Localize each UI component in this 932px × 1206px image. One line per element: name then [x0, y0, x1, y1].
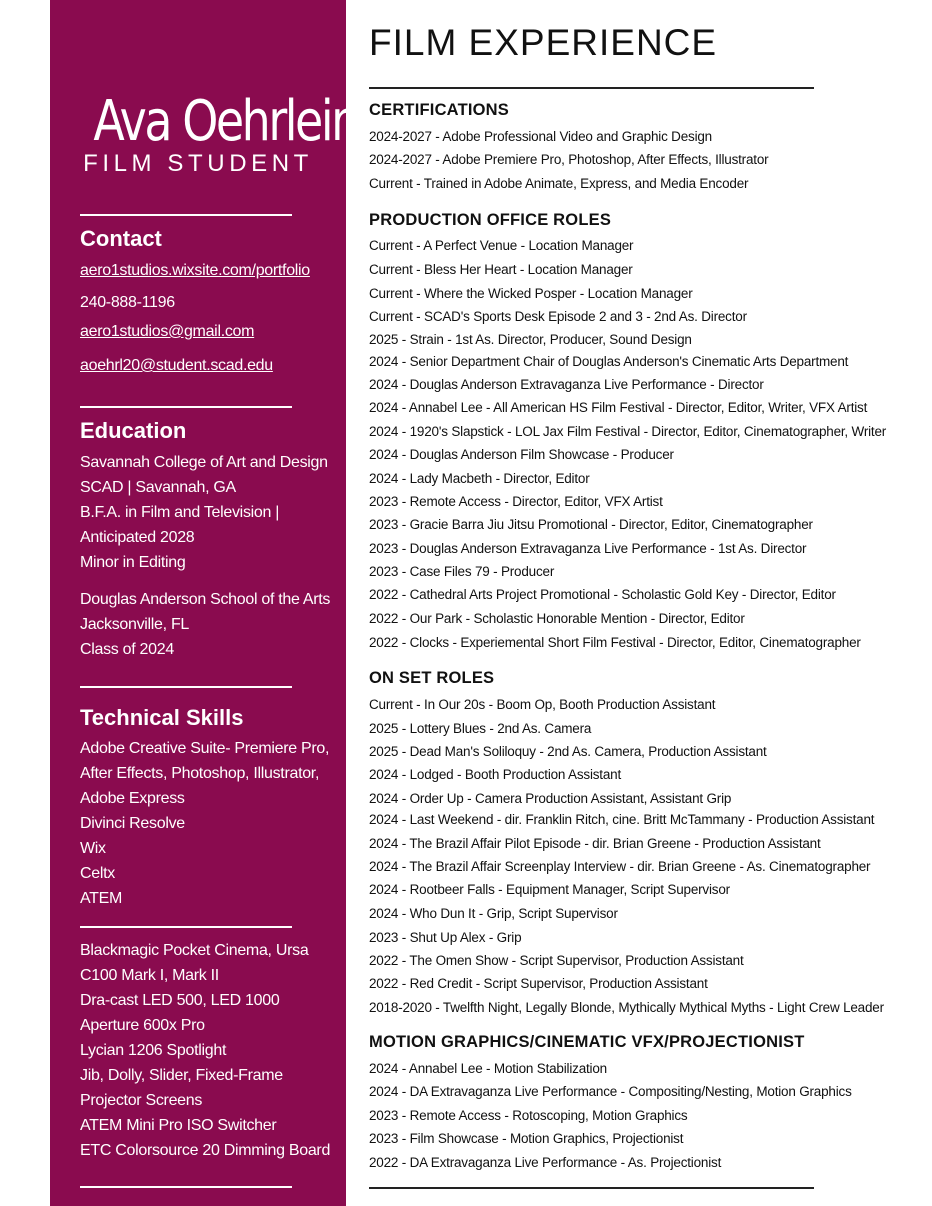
section-heading-on-set: ON SET ROLES [369, 669, 495, 687]
list-item: 2025 - Strain - 1st As. Director, Producer, Sound Design [369, 332, 692, 347]
education-heading: Education [80, 418, 187, 443]
email-link-student[interactable]: aoehrl20@student.scad.edu [80, 357, 273, 374]
list-item: Current - A Perfect Venue - Location Manager [369, 238, 634, 253]
list-item: 2024 - The Brazil Affair Screenplay Interview - dir. Brian Greene - As. Cinematographer [369, 859, 871, 874]
list-item: 2024 - The Brazil Affair Pilot Episode - dir. Brian Greene - Production Assistant [369, 836, 821, 851]
list-item: 2023 - Case Files 79 - Producer [369, 564, 555, 579]
contact-heading: Contact [80, 226, 162, 251]
education-line: Douglas Anderson School of the Arts [80, 591, 331, 608]
equipment-line: Jib, Dolly, Slider, Fixed-Frame [80, 1067, 283, 1084]
section-heading-motion-graphics: MOTION GRAPHICS/CINEMATIC VFX/PROJECTIONIST [369, 1033, 805, 1051]
equipment-line: Blackmagic Pocket Cinema, Ursa [80, 942, 309, 959]
equipment-line: Aperture 600x Pro [80, 1017, 205, 1034]
list-item: 2024 - Senior Department Chair of Douglas Anderson's Cinematic Arts Department [369, 354, 849, 369]
education-line: Minor in Editing [80, 554, 186, 571]
equipment-line: ETC Colorsource 20 Dimming Board [80, 1142, 331, 1159]
equipment-line: Lycian 1206 Spotlight [80, 1042, 227, 1059]
list-item: 2024 - Last Weekend - dir. Franklin Ritch, cine. Britt McTammany - Production Assistant [369, 812, 875, 827]
list-item: Current - Trained in Adobe Animate, Express, and Media Encoder [369, 176, 749, 191]
equipment-line: C100 Mark I, Mark II [80, 967, 219, 984]
list-item: Current - SCAD's Sports Desk Episode 2 and 3 - 2nd As. Director [369, 309, 747, 324]
list-item: 2022 - DA Extravaganza Live Performance - As. Projectionist [369, 1155, 722, 1170]
education-line: Savannah College of Art and Design [80, 454, 328, 471]
list-item: 2022 - Clocks - Experiemental Short Film Festival - Director, Editor, Cinematographer [369, 635, 861, 650]
list-item: 2022 - The Omen Show - Script Supervisor, Production Assistant [369, 953, 744, 968]
section-heading-production-office: PRODUCTION OFFICE ROLES [369, 211, 612, 229]
skill-line: Adobe Creative Suite- Premiere Pro, [80, 740, 330, 757]
list-item: 2023 - Gracie Barra Jiu Jitsu Promotional - Director, Editor, Cinematographer [369, 517, 813, 532]
section-heading-certifications: CERTIFICATIONS [369, 101, 509, 119]
divider [80, 926, 292, 928]
education-line: SCAD | Savannah, GA [80, 479, 236, 496]
skill-line: Adobe Express [80, 790, 185, 807]
divider [80, 214, 292, 216]
skill-line: Celtx [80, 865, 115, 882]
phone-number: 240-888-1196 [80, 294, 175, 311]
list-item: Current - In Our 20s - Boom Op, Booth Production Assistant [369, 697, 716, 712]
list-item: 2024 - Annabel Lee - Motion Stabilization [369, 1061, 607, 1076]
list-item: 2024 - 1920's Slapstick - LOL Jax Film Festival - Director, Editor, Cinematographer, Writer [369, 424, 887, 439]
list-item: Current - Where the Wicked Posper - Location Manager [369, 286, 693, 301]
list-item: 2024 - Rootbeer Falls - Equipment Manager, Script Supervisor [369, 882, 730, 897]
list-item: 2025 - Lottery Blues - 2nd As. Camera [369, 721, 592, 736]
list-item: 2023 - Film Showcase - Motion Graphics, Projectionist [369, 1131, 684, 1146]
email-link-primary[interactable]: aero1studios@gmail.com [80, 323, 255, 340]
equipment-line: ATEM Mini Pro ISO Switcher [80, 1117, 277, 1134]
list-item: 2024-2027 - Adobe Premiere Pro, Photoshop, After Effects, Illustrator [369, 152, 769, 167]
list-item: 2025 - Dead Man's Soliloquy - 2nd As. Camera, Production Assistant [369, 744, 767, 759]
portfolio-link[interactable]: aero1studios.wixsite.com/portfolio [80, 262, 310, 279]
role-subtitle: FILM STUDENT [83, 150, 313, 177]
title-divider [369, 87, 814, 89]
skill-line: Wix [80, 840, 106, 857]
skill-line: After Effects, Photoshop, Illustrator, [80, 765, 320, 782]
list-item: 2023 - Remote Access - Rotoscoping, Motion Graphics [369, 1108, 688, 1123]
list-item: 2024 - Who Dun It - Grip, Script Supervisor [369, 906, 618, 921]
equipment-line: Projector Screens [80, 1092, 203, 1109]
list-item: 2024-2027 - Adobe Professional Video and Graphic Design [369, 129, 712, 144]
page-title: FILM EXPERIENCE [369, 22, 718, 63]
list-item: 2023 - Shut Up Alex - Grip [369, 930, 522, 945]
list-item: 2022 - Cathedral Arts Project Promotional - Scholastic Gold Key - Director, Editor [369, 587, 836, 602]
list-item: 2024 - Douglas Anderson Film Showcase - Producer [369, 447, 674, 462]
list-item: Current - Bless Her Heart - Location Manager [369, 262, 633, 277]
list-item: 2022 - Red Credit - Script Supervisor, Production Assistant [369, 976, 708, 991]
list-item: 2018-2020 - Twelfth Night, Legally Blonde, Mythically Mythical Myths - Light Crew Leader [369, 1000, 884, 1015]
name-heading: Ava Oehrlein [93, 89, 358, 154]
education-line: B.F.A. in Film and Television | [80, 504, 280, 521]
education-line: Class of 2024 [80, 641, 174, 658]
education-line: Anticipated 2028 [80, 529, 195, 546]
divider [80, 406, 292, 408]
list-item: 2024 - Annabel Lee - All American HS Film Festival - Director, Editor, Writer, VFX Artist [369, 400, 868, 415]
education-line: Jacksonville, FL [80, 616, 190, 633]
list-item: 2022 - Our Park - Scholastic Honorable Mention - Director, Editor [369, 611, 745, 626]
list-item: 2024 - Douglas Anderson Extravaganza Live Performance - Director [369, 377, 764, 392]
skill-line: Divinci Resolve [80, 815, 185, 832]
list-item: 2023 - Douglas Anderson Extravaganza Live Performance - 1st As. Director [369, 541, 807, 556]
skills-heading: Technical Skills [80, 705, 244, 730]
sidebar [50, 0, 358, 1206]
divider [80, 1186, 292, 1188]
list-item: 2023 - Remote Access - Director, Editor, VFX Artist [369, 494, 663, 509]
skill-line: ATEM [80, 890, 123, 907]
equipment-line: Dra-cast LED 500, LED 1000 [80, 992, 280, 1009]
list-item: 2024 - Lady Macbeth - Director, Editor [369, 471, 590, 486]
list-item: 2024 - Lodged - Booth Production Assistant [369, 767, 622, 782]
bottom-divider [369, 1187, 814, 1189]
list-item: 2024 - Order Up - Camera Production Assistant, Assistant Grip [369, 791, 732, 806]
divider [80, 686, 292, 688]
list-item: 2024 - DA Extravaganza Live Performance - Compositing/Nesting, Motion Graphics [369, 1084, 852, 1099]
